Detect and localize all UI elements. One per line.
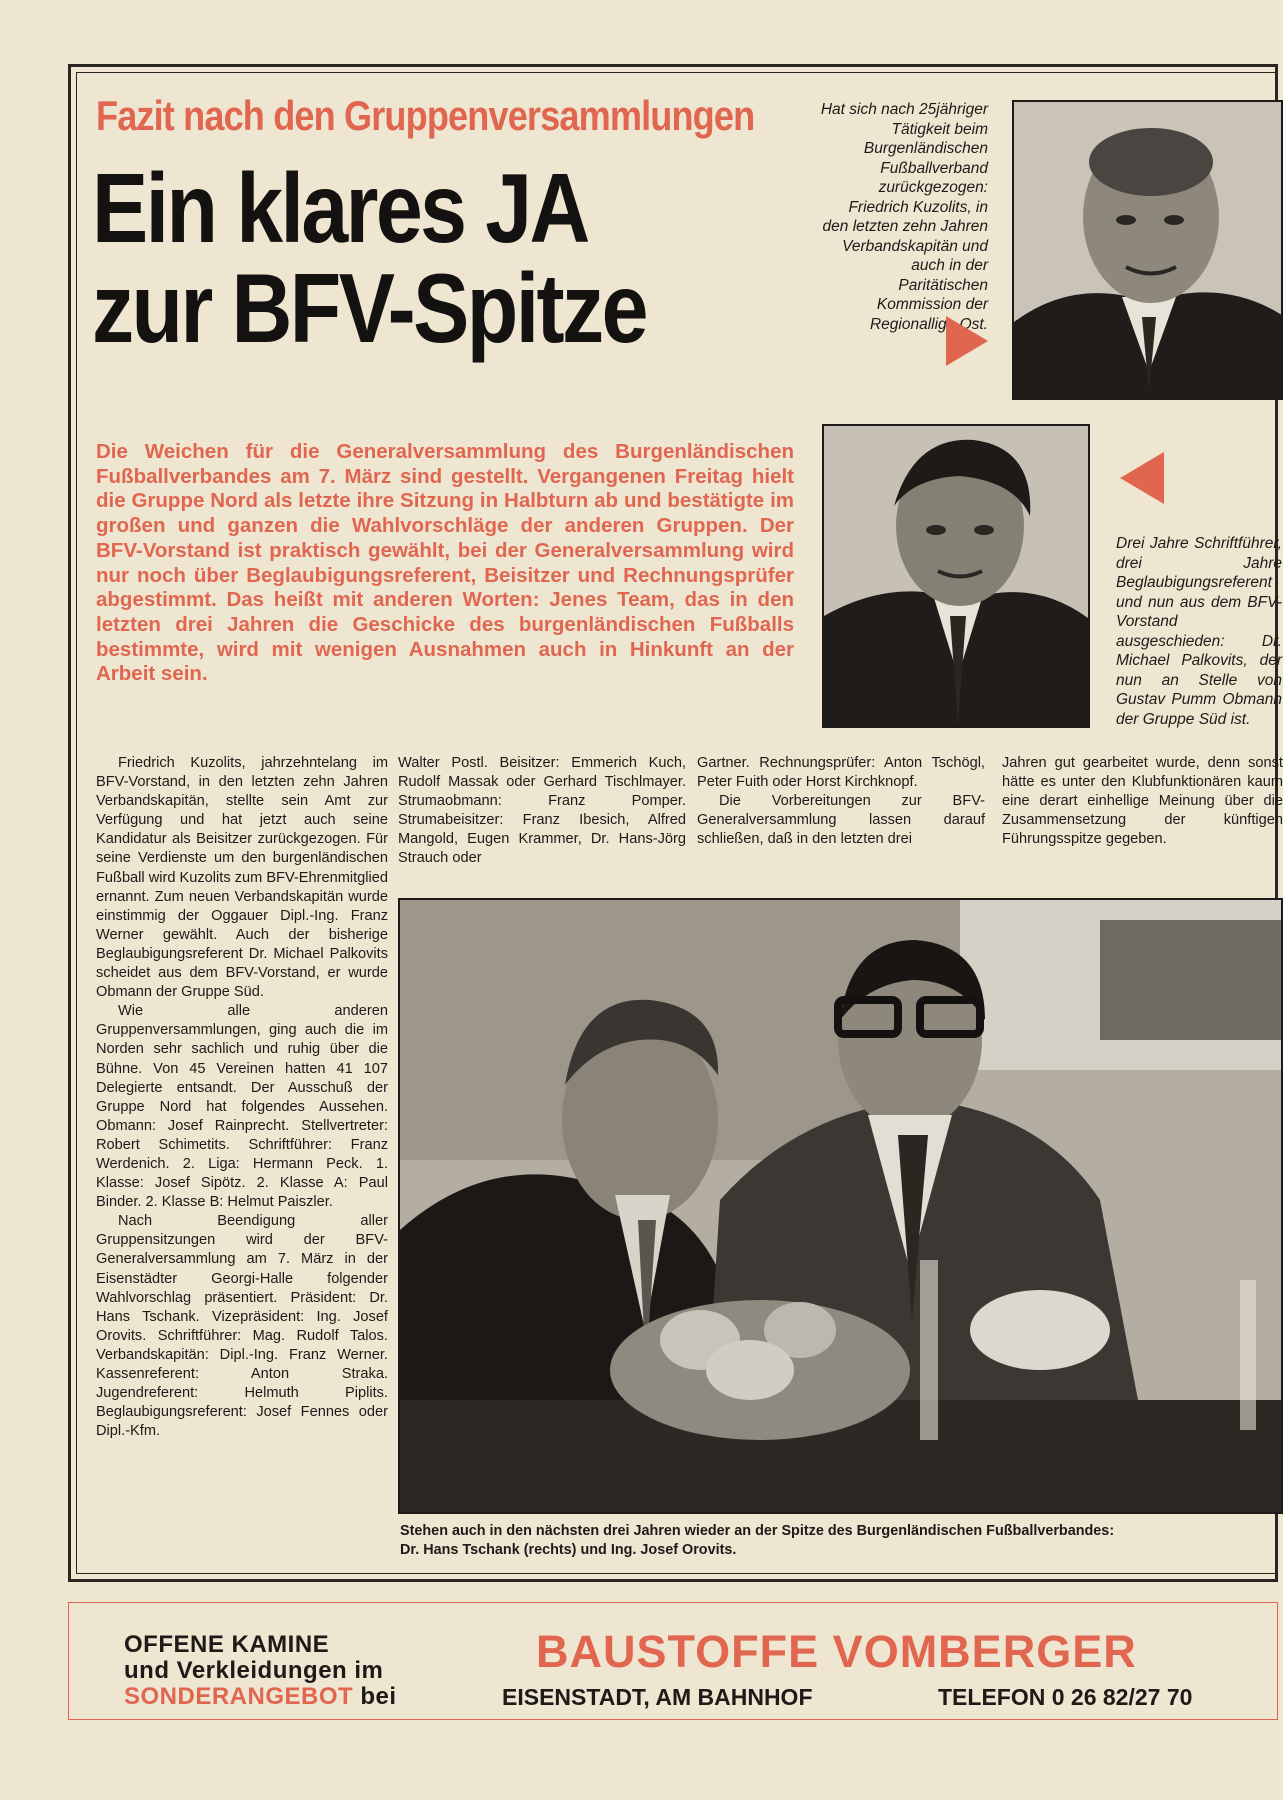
- portrait-caption-palkovits: Drei Jahre Schriftführer, drei Jahre Beglaubigungsreferent und nun aus dem BFV-Vorstand ausgeschieden: Dr. Michael Palkovits, der nun an Stelle von Gustav Pumm Obmann der Gruppe Süd ist.: [1116, 535, 1282, 728]
- article-lead: Die Weichen für die Generalversammlung des Burgenländischen Fußballverbandes am 7. März sind gestellt. Vergangenen Freitag hielt die Gruppe Nord als letzte ihre Sitzung in Halbturn ab und bestätigte im großen und ganzen die Wahlvorschläge der anderen Gruppen. Der BFV-Vorstand ist praktisch gewählt, bei der Generalversammlung wird nur noch über Beglaubigungsreferent, Beisitzer und Rechnungsprüfer abgestimmt. Das heißt mit anderen Worten: Jenes Team, das in den letzten drei Jahren die Geschicke des burgenländischen Fußballs bestimmte, wird mit wenigen Ausnahmen auch in Hinkunft an der Arbeit sein.: [96, 440, 794, 686]
- ad-offer-text: [124, 1632, 397, 1710]
- ad-line-1: OFFENE KAMINE: [124, 1631, 330, 1658]
- article-column-3: [697, 754, 985, 849]
- article-column-2: [398, 754, 686, 869]
- column-3-paragraph-2: Die Vorbereitungen zur BFV-Generalversammlung lassen darauf schließen, daß in den letzten drei: [697, 793, 985, 848]
- column-1-paragraph-2: Wie alle anderen Gruppenversammlungen, ging auch die im Norden sehr sachlich und ruhig über die Bühne. Von 45 Vereinen hatten 41 107 Delegierte entsandt. Der Ausschuß der Gruppe Nord hat folgendes Aussehen. Obmann: Josef Rainprecht. Stellvertreter: Robert Schimetits. Schriftführer: Franz Werdenich. 2. Liga: Hermann Peck. 1. Klasse: Josef Sipötz. 2. Klasse A: Paul Binder. 2. Klasse B: Helmut Paiszler.: [96, 1003, 388, 1211]
- article-column-4: [1002, 754, 1283, 849]
- portrait-photo-palkovits: [822, 424, 1090, 728]
- main-photo-tschank-orovits: [398, 898, 1283, 1514]
- ad-line-3: [124, 1684, 397, 1710]
- ad-brand-name: BAUSTOFFE VOMBERGER: [536, 1626, 1137, 1677]
- headline-line-2: zur BFV-Spitze: [92, 253, 646, 363]
- article-headline: [92, 153, 746, 363]
- headline-line-1: Ein klares JA: [92, 153, 588, 263]
- article-kicker: Fazit nach den Gruppenversammlungen: [96, 92, 755, 139]
- column-2-paragraph-1: Walter Postl. Beisitzer: Emmerich Kuch, Rudolf Massak oder Gerhard Tischlmayer. Strumaobmann: Franz Pomper. Strumabeisitzer: Franz Ibesich, Alfred Mangold, Eugen Krammer, Dr. Hans-Jörg Strauch oder: [398, 755, 686, 867]
- main-photo-caption-line-1: Stehen auch in den nächsten drei Jahren wieder an der Spitze des Burgenländischen Fußballverbandes:: [400, 1523, 1115, 1539]
- column-4-paragraph-1: Jahren gut gearbeitet wurde, denn sonst hätte es unter den Klubfunktionären kaum eine derart einhellige Meinung über die Zusammensetzung der künftigen Führungsspitze gegeben.: [1002, 755, 1283, 848]
- column-1-paragraph-1: Friedrich Kuzolits, jahrzehntelang im BFV-Vorstand, in den letzten zehn Jahren Verbandskapitän, stellte sein Amt zur Verfügung und hat jetzt auch seine Kandidatur als Beisitzer zurückgezogen. Für seine Verdienste um den burgenländischen Fußball wird Kuzolits zum BFV-Ehrenmitglied ernannt. Zum neuen Verbandskapitän wurde einstimmig der Oggauer Dipl.-Ing. Franz Werner gewählt. Auch der bisherige Beglaubigungsreferent Dr. Michael Palkovits scheidet aus dem BFV-Vorstand, er wurde Obmann der Gruppe Süd.: [96, 755, 388, 1001]
- portrait-caption-kuzolits: Hat sich nach 25jähriger Tätigkeit beim Burgenländischen Fußballverband zurückgezogen: Friedrich Kuzolits, in den letzten zehn Jahren Verbandskapitän und auch in der Paritätischen Kommission der Regionalliga Ost.: [820, 101, 988, 333]
- portrait-photo-kuzolits: [1012, 100, 1283, 400]
- ad-address: EISENSTADT, AM BAHNHOF: [502, 1684, 813, 1710]
- pointer-left-arrow-icon: [1120, 452, 1164, 504]
- column-3-paragraph-1: Gartner. Rechnungsprüfer: Anton Tschögl, Peter Fuith oder Horst Kirchknopf.: [697, 755, 985, 791]
- ad-bei: bei: [353, 1683, 397, 1710]
- article-column-1: [96, 754, 388, 1441]
- ad-line-2: und Verkleidungen im: [124, 1657, 384, 1684]
- ad-phone: TELEFON 0 26 82/27 70: [938, 1684, 1193, 1710]
- pointer-right-arrow-icon: [946, 316, 988, 366]
- ad-sonderangebot: SONDERANGEBOT: [124, 1683, 354, 1710]
- main-photo-caption: [400, 1522, 1283, 1560]
- column-1-paragraph-3: Nach Beendigung aller Gruppensitzungen wird der BFV-Generalversammlung am 7. März in der Eisenstädter Georgi-Halle folgender Wahlvorschlag präsentiert. Präsident: Dr. Hans Tschank. Vizepräsident: Ing. Josef Orovits. Schriftführer: Mag. Rudolf Talos. Verbandskapitän: Dipl.-Ing. Franz Werner. Kassenreferent: Anton Straka. Jugendreferent: Helmuth Piplits. Beglaubigungsreferent: Josef Fennes oder Dipl.-Kfm.: [96, 1213, 388, 1440]
- main-photo-caption-line-2: Dr. Hans Tschank (rechts) und Ing. Josef Orovits.: [400, 1542, 737, 1558]
